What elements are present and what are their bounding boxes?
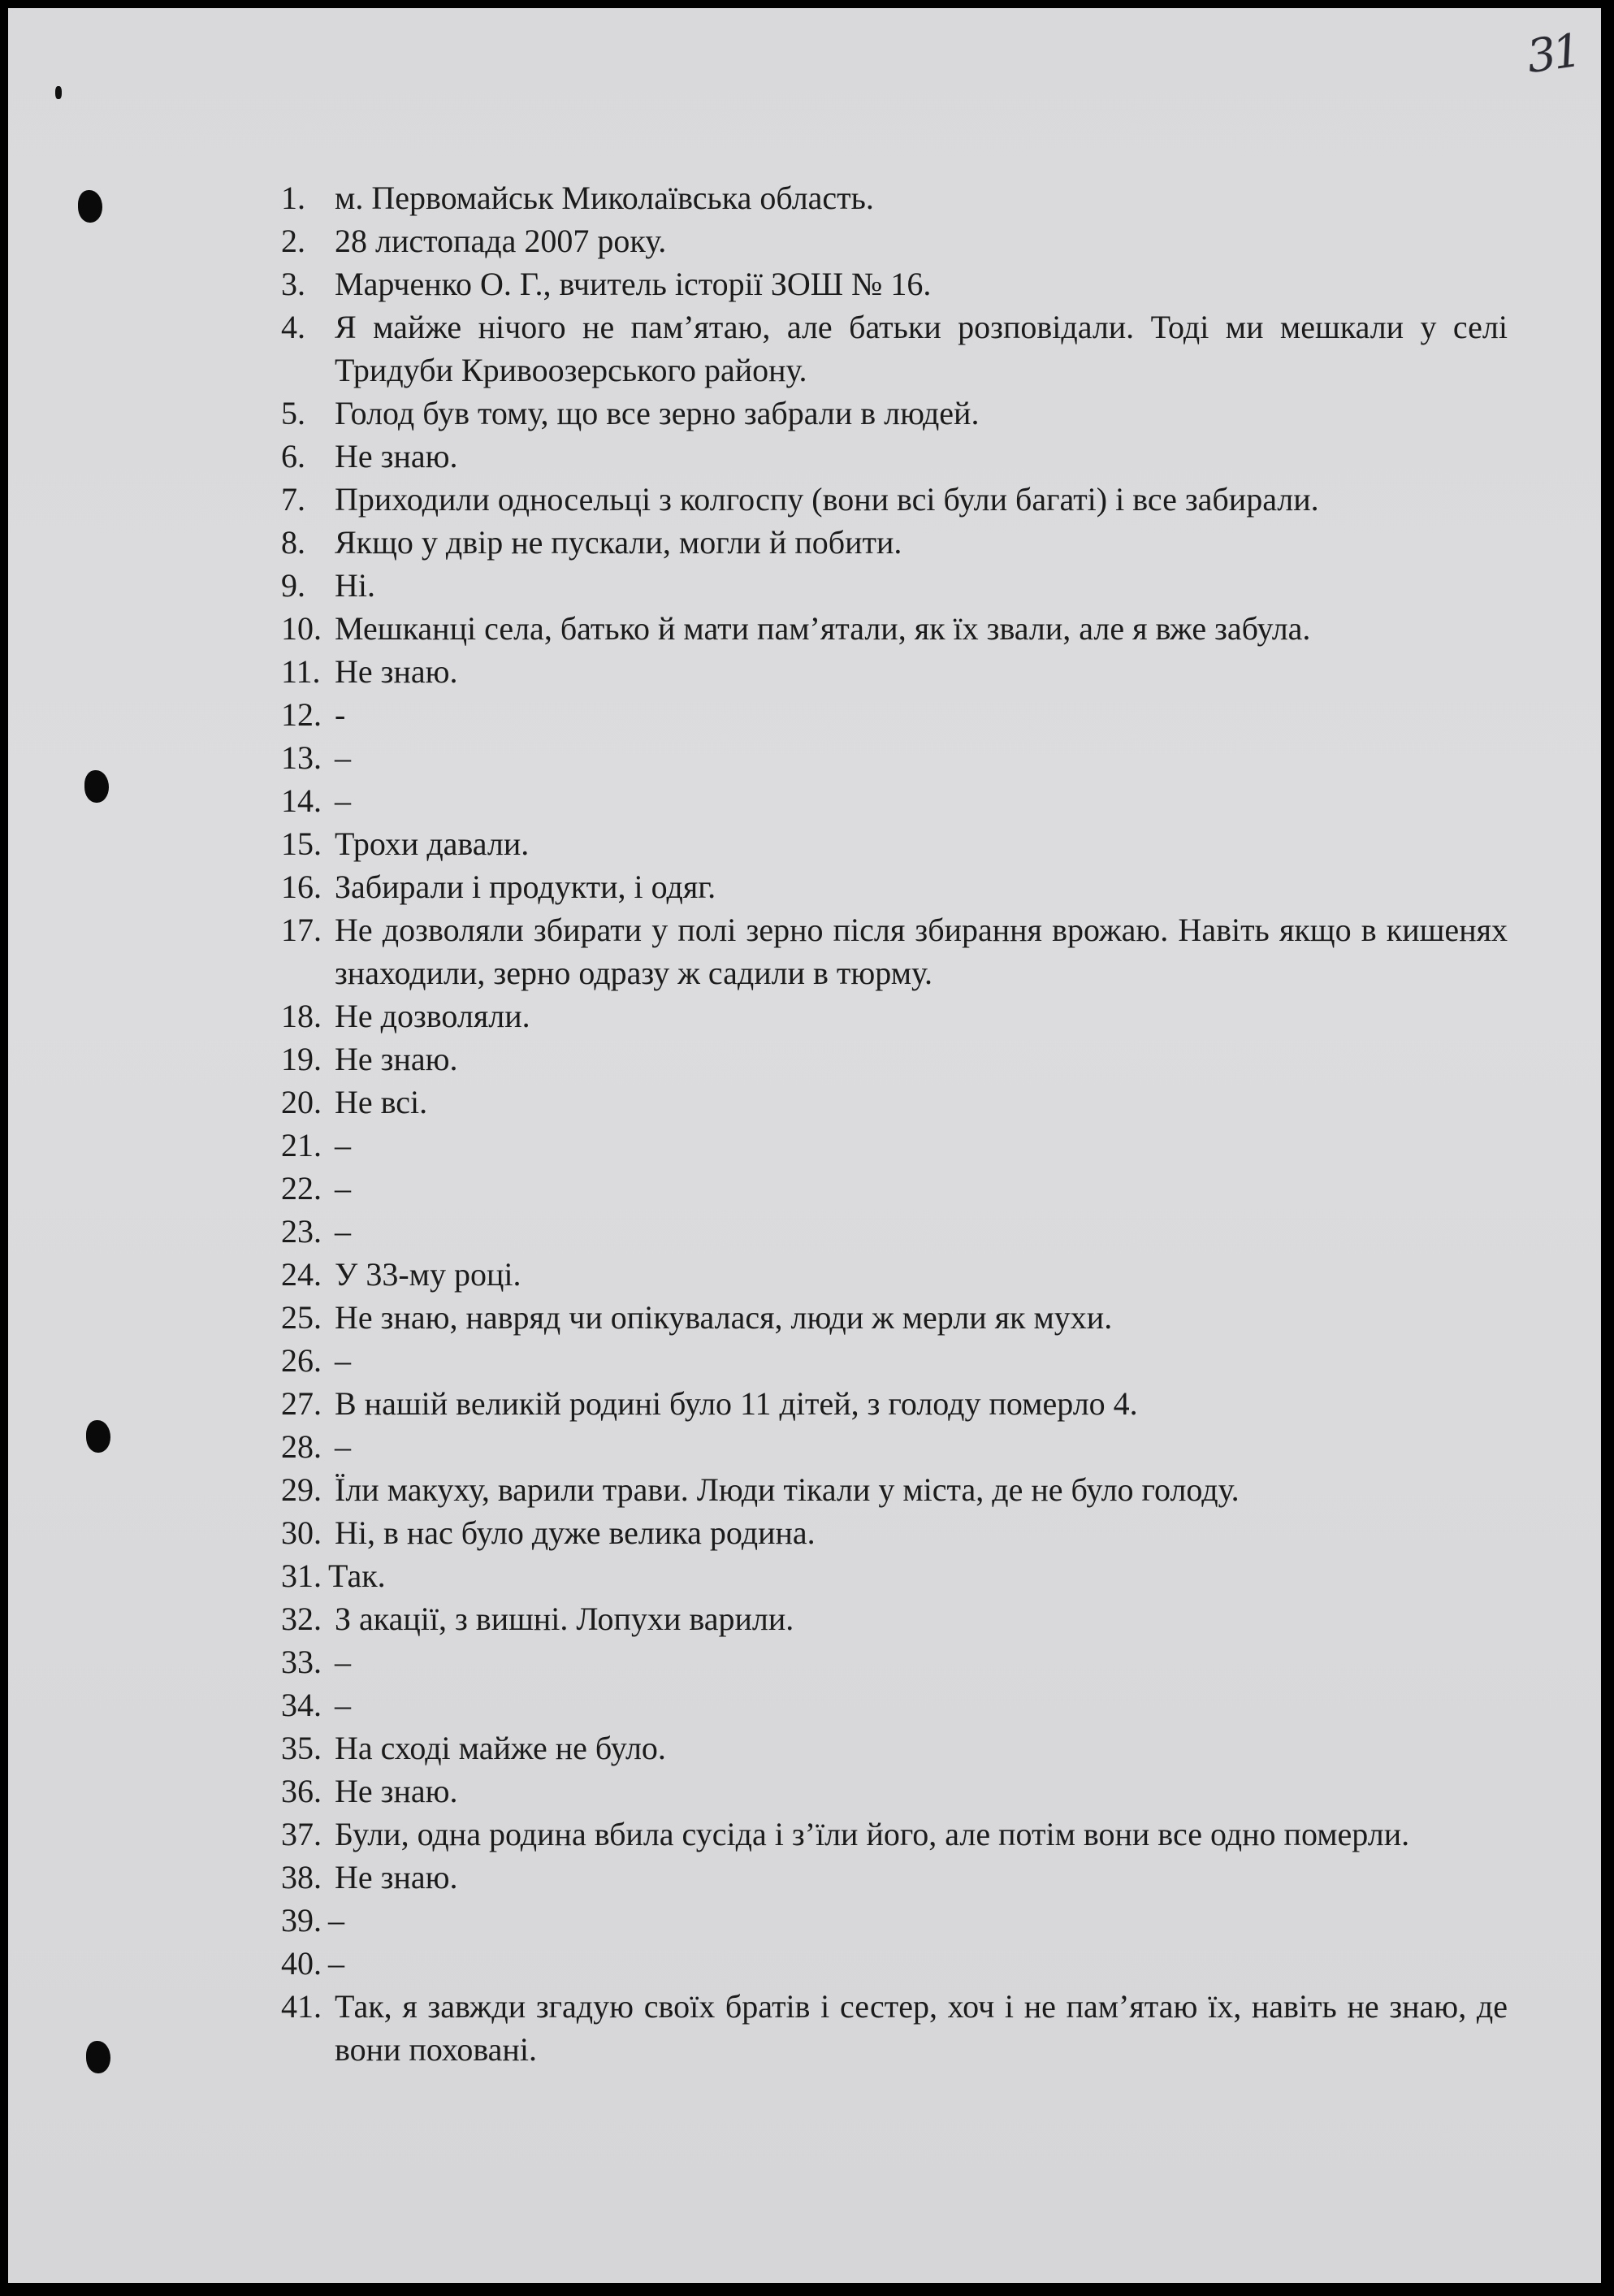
item-text: Не дозволяли. xyxy=(335,998,530,1034)
list-item xyxy=(281,908,1508,994)
list-item xyxy=(281,822,1508,865)
item-number: 35. xyxy=(281,1730,322,1766)
item-text: Не знаю. xyxy=(335,438,458,474)
list-item xyxy=(281,176,1508,219)
list-item xyxy=(281,392,1508,435)
punch-hole xyxy=(86,1420,110,1453)
list-item xyxy=(281,1942,1508,1985)
list-item xyxy=(281,736,1508,779)
item-number: 21. xyxy=(281,1127,322,1163)
item-text: З акації, з вишні. Лопухи варили. xyxy=(335,1601,794,1637)
list-item xyxy=(281,1899,1508,1942)
item-number: 14. xyxy=(281,782,322,819)
item-text: Ні, в нас було дуже велика родина. xyxy=(335,1514,816,1551)
list-item xyxy=(281,1511,1508,1554)
item-number: 4. xyxy=(281,309,305,345)
item-number: 31. xyxy=(281,1557,322,1594)
item-text: – xyxy=(335,1342,351,1379)
list-item xyxy=(281,435,1508,478)
list-item xyxy=(281,1726,1508,1770)
list-item xyxy=(281,1770,1508,1813)
item-number: 3. xyxy=(281,266,305,302)
item-number: 16. xyxy=(281,869,322,905)
item-number: 11. xyxy=(281,653,321,690)
item-text: – xyxy=(335,1213,351,1250)
item-text: Не знаю. xyxy=(335,1859,458,1895)
list-item xyxy=(281,1210,1508,1253)
item-text: Мешканці села, батько й мати пам’ятали, як їх звали, але я вже забула. xyxy=(335,610,1311,647)
item-number: 10. xyxy=(281,610,322,647)
item-number: 13. xyxy=(281,739,322,776)
item-text: Забирали і продукти, і одяг. xyxy=(335,869,716,905)
item-number: 37. xyxy=(281,1816,322,1852)
item-text: Трохи давали. xyxy=(335,825,530,862)
item-text: Не знаю. xyxy=(335,1041,458,1077)
item-text: У 33-му році. xyxy=(335,1256,521,1293)
item-number: 39. xyxy=(281,1902,322,1939)
list-item xyxy=(281,1124,1508,1167)
list-item xyxy=(281,1339,1508,1382)
item-text: Не дозволяли збирати у полі зерно після збирання врожаю. Навіть якщо в кишенях знаходили, зерно одразу ж садили в тюрму. xyxy=(335,912,1508,991)
item-number: 6. xyxy=(281,438,305,474)
item-text: – xyxy=(335,1127,351,1163)
item-text: Їли макуху, варили трави. Люди тікали у міста, де не було голоду. xyxy=(335,1471,1240,1508)
item-text: Я майже нічого не пам’ятаю, але батьки розповідали. Тоді ми мешкали у селі Тридуби Кривоозерського району. xyxy=(335,309,1508,388)
item-number: 7. xyxy=(281,481,305,518)
item-text: Не всі. xyxy=(335,1084,428,1120)
list-item xyxy=(281,478,1508,521)
item-number: 9. xyxy=(281,567,305,604)
list-item xyxy=(281,1813,1508,1856)
item-number: 28. xyxy=(281,1428,322,1465)
item-text: – xyxy=(335,1644,351,1680)
list-item xyxy=(281,779,1508,822)
item-text: Ні. xyxy=(335,567,375,604)
item-text: На сході майже не було. xyxy=(335,1730,666,1766)
item-text: Якщо у двір не пускали, могли й побити. xyxy=(335,524,902,561)
item-text: Приходили односельці з колгоспу (вони всі були багаті) і все забирали. xyxy=(335,481,1319,518)
list-item xyxy=(281,305,1508,392)
list-item xyxy=(281,1425,1508,1468)
item-number: 24. xyxy=(281,1256,322,1293)
item-number: 40. xyxy=(281,1945,322,1982)
list-item xyxy=(281,1038,1508,1081)
item-number: 38. xyxy=(281,1859,322,1895)
item-number: 36. xyxy=(281,1773,322,1809)
item-text: 28 листопада 2007 року. xyxy=(335,223,667,259)
item-number: 1. xyxy=(281,180,305,216)
answers-list xyxy=(281,176,1508,2071)
list-item xyxy=(281,865,1508,908)
item-text: – xyxy=(328,1902,344,1939)
item-text: м. Первомайськ Миколаївська область. xyxy=(335,180,874,216)
item-text: Марченко О. Г., вчитель історії ЗОШ № 16. xyxy=(335,266,932,302)
list-item xyxy=(281,521,1508,564)
list-item xyxy=(281,607,1508,650)
item-text: – xyxy=(328,1945,344,1982)
item-text: – xyxy=(335,1428,351,1465)
item-number: 18. xyxy=(281,998,322,1034)
list-item xyxy=(281,1253,1508,1296)
list-item xyxy=(281,693,1508,736)
punch-hole xyxy=(84,770,109,803)
item-number: 41. xyxy=(281,1988,322,2025)
item-number: 27. xyxy=(281,1385,322,1422)
item-text: – xyxy=(335,1170,351,1206)
item-number: 26. xyxy=(281,1342,322,1379)
item-number: 2. xyxy=(281,223,305,259)
item-number: 8. xyxy=(281,524,305,561)
list-item xyxy=(281,1985,1508,2071)
item-text: Так, я завжди згадую своїх братів і сестер, хоч і не пам’ятаю їх, навіть не знаю, де вони поховані. xyxy=(335,1988,1508,2068)
item-text: – xyxy=(335,739,351,776)
item-text: Не знаю, навряд чи опікувалася, люди ж мерли як мухи. xyxy=(335,1299,1113,1336)
list-item xyxy=(281,1081,1508,1124)
item-number: 25. xyxy=(281,1299,322,1336)
list-item xyxy=(281,994,1508,1038)
item-number: 29. xyxy=(281,1471,322,1508)
page-number: 31 xyxy=(1523,24,1582,84)
item-number: 19. xyxy=(281,1041,322,1077)
list-item xyxy=(281,650,1508,693)
item-text: Не знаю. xyxy=(335,1773,458,1809)
list-item xyxy=(281,1554,1508,1597)
item-number: 17. xyxy=(281,912,322,948)
list-item xyxy=(281,1167,1508,1210)
list-item xyxy=(281,1597,1508,1640)
item-number: 32. xyxy=(281,1601,322,1637)
list-item xyxy=(281,1382,1508,1425)
item-text: Так. xyxy=(328,1557,386,1594)
item-number: 5. xyxy=(281,395,305,431)
list-item xyxy=(281,564,1508,607)
item-number: 23. xyxy=(281,1213,322,1250)
item-number: 15. xyxy=(281,825,322,862)
item-text: Були, одна родина вбила сусіда і з’їли його, але потім вони все одно померли. xyxy=(335,1816,1410,1852)
list-item xyxy=(281,262,1508,305)
item-text: – xyxy=(335,782,351,819)
punch-hole xyxy=(86,2041,110,2073)
list-item xyxy=(281,1296,1508,1339)
item-text: – xyxy=(335,1687,351,1723)
punch-hole-mark xyxy=(55,86,62,99)
item-number: 12. xyxy=(281,696,322,733)
item-text: - xyxy=(335,696,346,733)
item-number: 30. xyxy=(281,1514,322,1551)
item-number: 34. xyxy=(281,1687,322,1723)
punch-hole xyxy=(78,190,102,223)
list-item xyxy=(281,1683,1508,1726)
list-item xyxy=(281,1856,1508,1899)
list-item xyxy=(281,219,1508,262)
item-number: 22. xyxy=(281,1170,322,1206)
item-text: Не знаю. xyxy=(335,653,458,690)
document-page xyxy=(8,8,1601,2283)
item-number: 33. xyxy=(281,1644,322,1680)
item-text: Голод був тому, що все зерно забрали в людей. xyxy=(335,395,980,431)
list-item xyxy=(281,1640,1508,1683)
item-number: 20. xyxy=(281,1084,322,1120)
list-item xyxy=(281,1468,1508,1511)
item-text: В нашій великій родині було 11 дітей, з голоду померло 4. xyxy=(335,1385,1138,1422)
